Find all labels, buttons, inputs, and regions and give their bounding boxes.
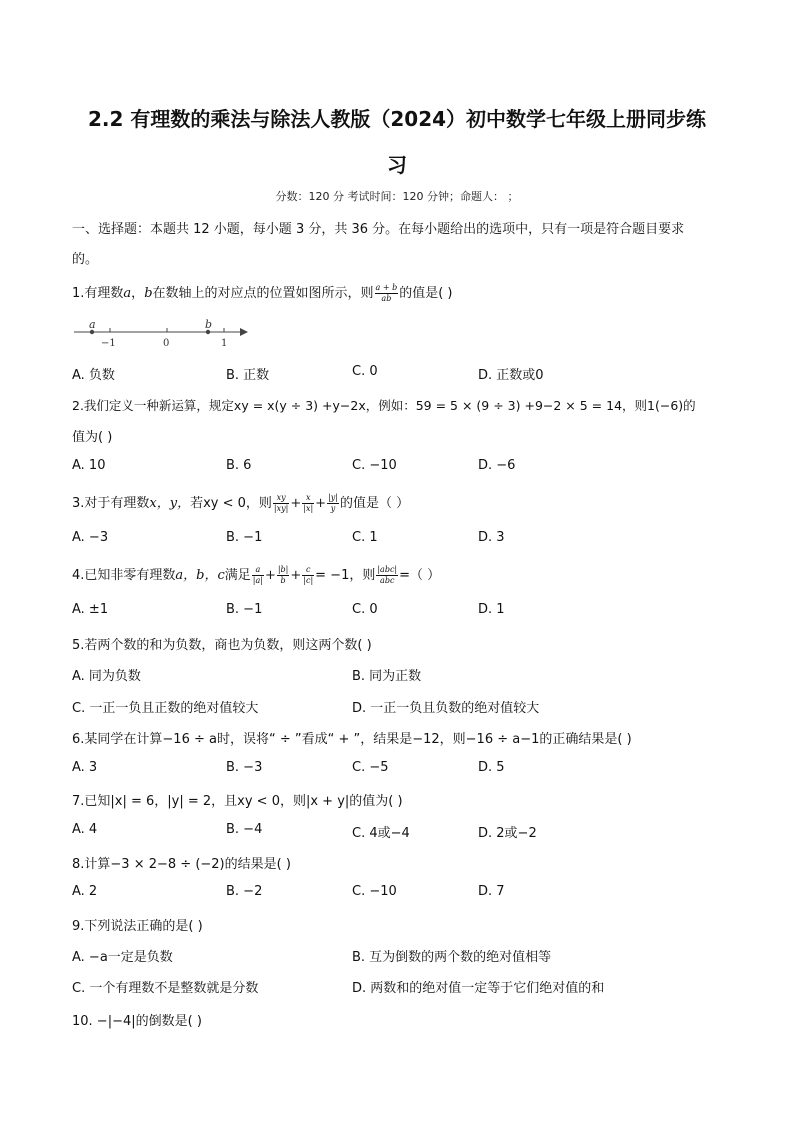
q3-f2-num: x: [302, 493, 314, 504]
q8-option-d[interactable]: D. 7: [478, 884, 505, 899]
q4-plus-1: +: [264, 568, 276, 583]
q7-option-d[interactable]: D. 2或−2: [478, 826, 537, 841]
section-header-line-1: 一、选择题：本题共 12 小题，每小题 3 分，共 36 分。在每小题给出的选项中，只有一项是符合题目要求: [72, 222, 685, 237]
number-line-figure: [72, 318, 252, 352]
q4-f3-den: |c|: [303, 576, 314, 585]
q4-option-b[interactable]: B. −1: [226, 602, 263, 617]
q4-mid: 满足: [224, 568, 251, 583]
title-line-2: 习: [387, 153, 407, 177]
label-minus-1: −1: [101, 338, 116, 349]
q5-option-a[interactable]: A. 同为负数: [72, 669, 141, 684]
q1-option-d[interactable]: D. 正数或0: [478, 368, 544, 383]
q6-option-b[interactable]: B. −3: [226, 760, 263, 775]
q1-var-b: b: [144, 286, 153, 301]
q3-prefix: 3.对于有理数: [72, 496, 150, 511]
q3-f1-num: xy: [273, 493, 289, 504]
q4-f2-den: b: [280, 576, 286, 585]
q1-mid: 在数轴上的对应点的位置如图所示，则: [152, 286, 374, 301]
question-9: 9.下列说法正确的是( ): [72, 919, 203, 934]
q3-f3-den: y: [330, 504, 336, 513]
question-1: [72, 282, 453, 304]
q4-option-c[interactable]: C. 0: [352, 602, 378, 617]
q3-option-b[interactable]: B. −1: [226, 530, 263, 545]
q1-prefix: 1.有理数: [72, 286, 124, 301]
question-2-line-1: 2.我们定义一种新运算，规定xy = x(y ÷ 3) +y−2x，例如：59 = 5 × (9 ÷ 3) +9−2 × 5 = 14，则1(−6)的: [72, 398, 696, 413]
q1-option-b[interactable]: B. 正数: [226, 368, 270, 383]
q4-fraction-1: [252, 565, 264, 586]
q4-fraction-3: [302, 565, 314, 586]
q2-option-c[interactable]: C. −10: [352, 458, 397, 473]
q3-fraction-1: [273, 493, 289, 514]
q3-fraction-2: [302, 493, 314, 514]
q3-condition: 若xy < 0，则: [190, 496, 272, 511]
q5-option-c[interactable]: C. 一正一负且正数的绝对值较大: [72, 701, 259, 716]
q1-var-a: a: [123, 286, 132, 301]
question-3: [72, 492, 409, 514]
q4-f4-den: abc: [380, 576, 395, 585]
q4-prefix: 4.已知非零有理数: [72, 568, 176, 583]
q4-option-d[interactable]: D. 1: [478, 602, 505, 617]
q2-option-a[interactable]: A. 10: [72, 458, 106, 473]
q1-option-a[interactable]: A. 负数: [72, 368, 115, 383]
title-line-1: 2.2 有理数的乘法与除法人教版（2024）初中数学七年级上册同步练: [87, 107, 707, 131]
q6-option-d[interactable]: D. 5: [478, 760, 505, 775]
q4-f3-num: c: [302, 565, 314, 576]
q4-f4-num: |abc|: [377, 565, 398, 574]
q4-suffix: =（ ）: [399, 568, 441, 583]
q3-f1-den: |xy|: [273, 504, 289, 513]
q7-option-b[interactable]: B. −4: [226, 822, 263, 837]
q4-fraction-4: [376, 565, 398, 586]
q9-option-d[interactable]: D. 两数和的绝对值一定等于它们绝对值的和: [352, 981, 605, 996]
q3-plus-1: +: [290, 496, 302, 511]
q3-plus-2: +: [315, 496, 327, 511]
section-header-line-2: 的。: [72, 252, 99, 267]
q8-option-a[interactable]: A. 2: [72, 884, 98, 899]
q4-fraction-2: [277, 565, 290, 586]
q4-f1-num: a: [252, 565, 264, 576]
q9-option-c[interactable]: C. 一个有理数不是整数就是分数: [72, 981, 259, 996]
q1-option-c[interactable]: C. 0: [352, 364, 378, 379]
q3-vars: x，y，: [149, 496, 191, 511]
q2-option-d[interactable]: D. −6: [478, 458, 516, 473]
q1-suffix: 的值是( ): [399, 286, 453, 301]
q6-option-a[interactable]: A. 3: [72, 760, 98, 775]
q1-comma: ，: [131, 286, 145, 301]
q6-option-c[interactable]: C. −5: [352, 760, 389, 775]
question-4: [72, 564, 440, 586]
q7-option-a[interactable]: A. 4: [72, 822, 98, 837]
page-title: [60, 96, 734, 188]
q9-option-b[interactable]: B. 互为倒数的两个数的绝对值相等: [352, 950, 552, 965]
q7-option-c[interactable]: C. 4或−4: [352, 826, 410, 841]
q9-option-a[interactable]: A. −a一定是负数: [72, 950, 173, 965]
q5-option-b[interactable]: B. 同为正数: [352, 669, 422, 684]
q3-f3-num: |y|: [328, 493, 338, 502]
q1-fraction-den: ab: [381, 294, 392, 303]
q4-plus-2: +: [290, 568, 302, 583]
question-6: 6.某同学在计算−16 ÷ a时，误将“ ÷ ”看成“ + ”，结果是−12，则−16 ÷ a−1的正确结果是( ): [72, 732, 632, 747]
q1-fraction: [375, 283, 399, 304]
q3-suffix: 的值是（ ）: [339, 496, 410, 511]
number-line-arrow: [240, 328, 248, 336]
question-7: 7.已知|x| = 6，|y| = 2，且xy < 0，则|x + y|的值为( ): [72, 794, 403, 809]
q3-fraction-3: [327, 493, 339, 514]
q4-option-a[interactable]: A. ±1: [72, 602, 109, 617]
q4-f2-num: |b|: [277, 565, 289, 574]
q3-f2-den: |x|: [303, 504, 314, 513]
label-b: b: [205, 318, 213, 331]
q4-vars: a，b，c: [175, 568, 225, 583]
q3-option-d[interactable]: D. 3: [478, 530, 505, 545]
q3-option-a[interactable]: A. −3: [72, 530, 109, 545]
question-8: 8.计算−3 × 2−8 ÷ (−2)的结果是( ): [72, 857, 291, 872]
label-zero: 0: [163, 338, 170, 349]
exam-meta: 分数：120 分 考试时间：120 分钟；命题人： ；: [275, 190, 519, 203]
q5-option-d[interactable]: D. 一正一负且负数的绝对值较大: [352, 701, 540, 716]
question-2-line-2: 值为( ): [72, 430, 113, 445]
q3-option-c[interactable]: C. 1: [352, 530, 378, 545]
q4-equals: = −1，则: [315, 568, 376, 583]
q8-option-c[interactable]: C. −10: [352, 884, 397, 899]
question-10: 10. −|−4|的倒数是( ): [72, 1014, 202, 1029]
question-5: 5.若两个数的和为负数，商也为负数，则这两个数( ): [72, 638, 372, 653]
q4-f1-den: |a|: [252, 576, 263, 585]
label-a: a: [89, 318, 96, 331]
label-one: 1: [221, 338, 228, 349]
q2-option-b[interactable]: B. 6: [226, 458, 252, 473]
q8-option-b[interactable]: B. −2: [226, 884, 263, 899]
q1-fraction-num: a + b: [375, 283, 398, 292]
